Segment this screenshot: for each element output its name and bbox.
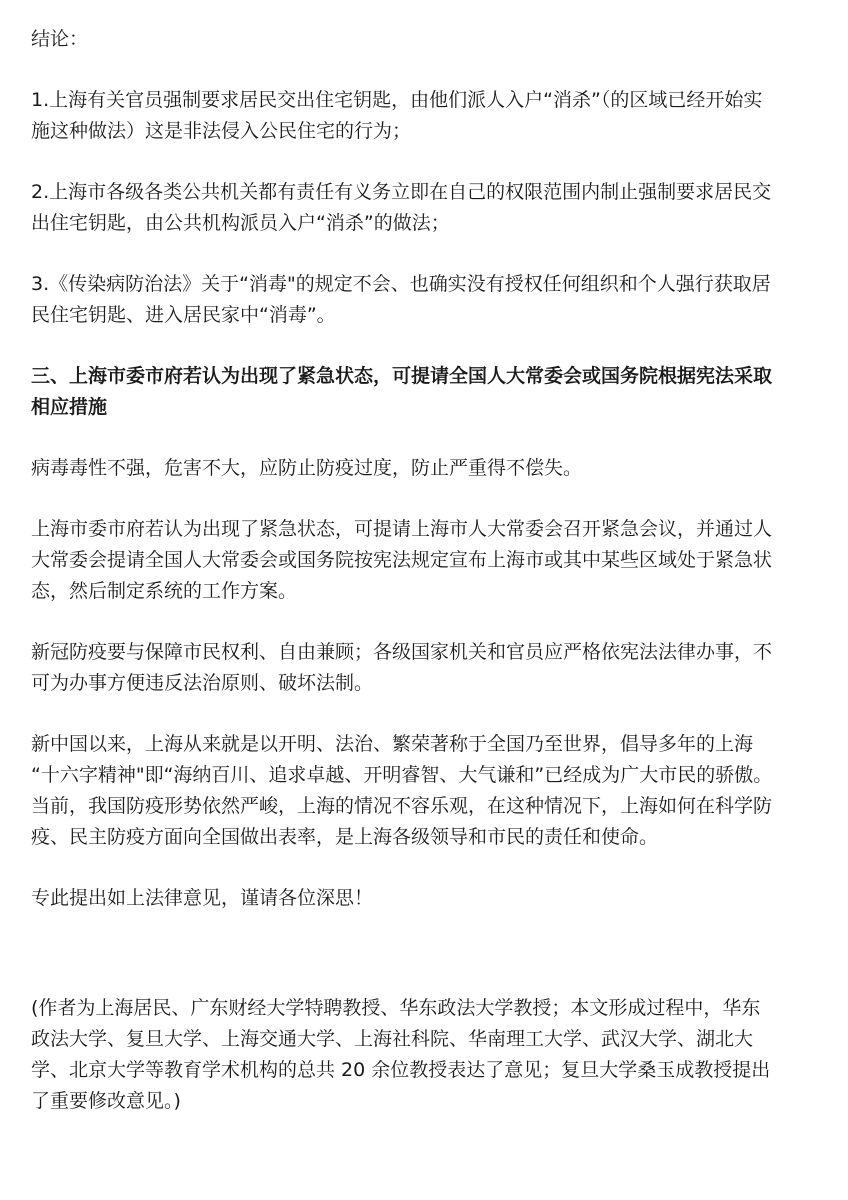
section-paragraph-4: 新中国以来，上海从来就是以开明、法治、繁荣著称于全国乃至世界，倡导多年的上海 “十六字精神"即“海纳百川、追求卓越、开明睿智、大气谦和”已经成为广大市民的骄傲。 当前，我国防疫形势依然严峻，上海的情况不容乐观，在这种情况下，上海如何在科学防 疫、民主防疫方面向全国做出表率，是上海各级领导和市民的责任和使命。 [31,733,773,848]
author-note: (作者为上海居民、广东财经大学特聘教授、华东政法大学教授；本文形成过程中，华东 政法大学、复旦大学、上海交通大学、上海社科院、华南理工大学、武汉大学、湖北大 学、北京大学等教育学术机构的总共 20 余位教授表达了意见；复旦大学桑玉成教授提出 了重要修改意见。) [31,997,771,1112]
section-paragraph-3: 新冠防疫要与保障市民权利、自由兼顾；各级国家机关和官员应严格依宪法法律办事，不 可为办事方便违反法治原则、破坏法制。 [31,641,773,694]
section-paragraph-1: 病毒毒性不强，危害不大，应防止防疫过度，防止严重得不偿失。 [31,457,583,479]
section-paragraph-2: 上海市委市府若认为出现了紧急状态，可提请上海市人大常委会召开紧急会议，并通过人 大常委会提请全国人大常委会或国务院按宪法规定宣布上海市或其中某些区域处于紧急状 态，然后制定系统的工作方案。 [31,518,773,602]
conclusion-item-3: 3.《传染病防治法》关于“消毒"的规定不会、也确实没有授权任何组织和个人强行获取居 民住宅钥匙、进入居民家中“消毒”。 [31,273,771,326]
conclusion-heading: 结论： [31,28,89,50]
section-heading: 三、上海市委市府若认为出现了紧急状态，可提请全国人大常委会或国务院根据宪法采取 相应措施 [31,365,773,418]
conclusion-item-1: 1.上海有关官员强制要求居民交出住宅钥匙，由他们派人入户“消杀”（的区域已经开始实 施这种做法）这是非法侵入公民住宅的行为； [31,89,763,142]
conclusion-item-2: 2.上海市各级各类公共机关都有责任有义务立即在自己的权限范围内制止强制要求居民交 出住宅钥匙，由公共机构派员入户“消杀”的做法； [31,181,772,234]
closing-sentence: 专此提出如上法律意见，谨请各位深思！ [31,887,374,909]
